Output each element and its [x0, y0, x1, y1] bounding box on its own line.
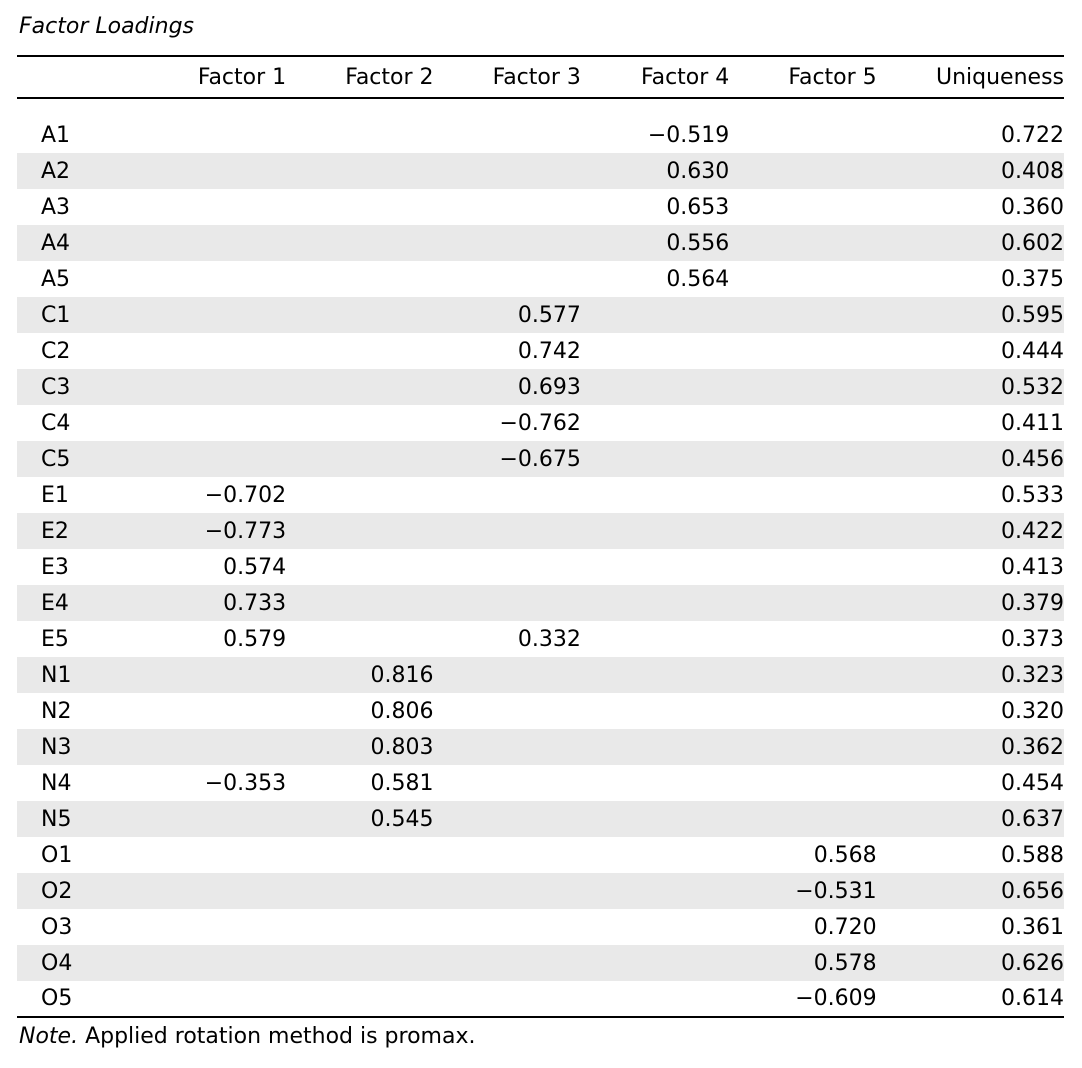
cell-factor-4 [581, 477, 729, 513]
cell-factor-5 [729, 477, 876, 513]
table-row [17, 693, 1064, 729]
cell-factor-5 [729, 441, 876, 477]
cell-uniqueness: 0.595 [877, 297, 1064, 333]
table-row [17, 657, 1064, 693]
cell-factor-5 [729, 801, 876, 837]
header-uniqueness: Uniqueness [877, 56, 1064, 98]
cell-factor-5 [729, 333, 876, 369]
cell-factor-2 [286, 297, 433, 333]
cell-uniqueness: 0.444 [1001, 338, 1064, 364]
cell-variable: O4 [17, 945, 159, 981]
cell-factor-2 [286, 837, 433, 873]
cell-factor-2: 0.803 [286, 729, 433, 765]
cell-variable: O2 [17, 873, 159, 909]
cell-factor-3 [434, 153, 581, 189]
table-body [17, 98, 1064, 1017]
cell-factor-4: 0.556 [581, 225, 729, 261]
cell-uniqueness: 0.360 [1001, 194, 1064, 220]
cell-factor-1: −0.773 [159, 513, 286, 549]
cell-variable: A1 [41, 122, 71, 148]
table-header [17, 56, 1064, 98]
cell-uniqueness: 0.323 [877, 657, 1064, 693]
cell-factor-1: 0.733 [159, 585, 286, 621]
table-row [17, 801, 1064, 837]
cell-factor-3 [434, 981, 581, 1017]
cell-uniqueness: 0.411 [1001, 410, 1064, 436]
cell-factor-4 [581, 873, 729, 909]
cell-factor-2 [286, 513, 433, 549]
cell-factor-2: 0.806 [370, 698, 434, 724]
cell-factor-4 [581, 621, 729, 657]
cell-factor-4: 0.564 [666, 266, 730, 292]
cell-uniqueness: 0.422 [877, 513, 1064, 549]
header-factor-2: Factor 2 [286, 56, 433, 98]
cell-factor-4: −0.519 [647, 122, 730, 148]
cell-factor-1 [159, 945, 286, 981]
cell-factor-3: −0.675 [434, 441, 581, 477]
cell-factor-1 [159, 729, 286, 765]
cell-uniqueness: 0.408 [877, 153, 1064, 189]
cell-factor-3 [434, 945, 581, 981]
cell-factor-5 [729, 729, 876, 765]
cell-factor-1 [159, 405, 286, 441]
cell-factor-5 [729, 369, 876, 405]
header-factor-1: Factor 1 [159, 56, 286, 98]
cell-factor-2 [286, 405, 433, 441]
cell-factor-1 [159, 117, 286, 153]
header-row [17, 56, 1064, 98]
cell-variable: C1 [17, 297, 159, 333]
cell-factor-4 [581, 585, 729, 621]
cell-factor-3: 0.693 [434, 369, 581, 405]
cell-factor-3: −0.762 [499, 410, 581, 436]
cell-factor-3 [434, 909, 581, 945]
cell-uniqueness: 0.656 [877, 873, 1064, 909]
cell-factor-2 [286, 981, 433, 1017]
cell-factor-1 [159, 981, 286, 1017]
cell-factor-4 [581, 297, 729, 333]
table-note [19, 1022, 475, 1052]
cell-factor-3 [434, 513, 581, 549]
cell-factor-1 [159, 909, 286, 945]
cell-factor-2 [286, 909, 433, 945]
factor-loadings-table-wrapper [17, 55, 1064, 1018]
cell-factor-3 [434, 261, 581, 297]
cell-factor-2 [286, 945, 433, 981]
table-row [17, 729, 1064, 765]
cell-factor-3: 0.577 [434, 297, 581, 333]
cell-variable: E2 [17, 513, 159, 549]
cell-factor-2 [286, 441, 433, 477]
table-row [17, 873, 1064, 909]
cell-factor-4 [581, 657, 729, 693]
cell-factor-4 [581, 693, 729, 729]
cell-factor-4 [581, 801, 729, 837]
cell-variable: C4 [41, 410, 71, 436]
cell-factor-1: 0.574 [223, 554, 287, 580]
cell-uniqueness: 0.637 [877, 801, 1064, 837]
table-row [17, 405, 1064, 441]
cell-factor-4 [581, 945, 729, 981]
cell-factor-2 [286, 549, 433, 585]
cell-factor-1 [159, 873, 286, 909]
cell-factor-2 [286, 873, 433, 909]
cell-factor-1 [159, 189, 286, 225]
cell-factor-3 [434, 477, 581, 513]
cell-factor-2 [286, 153, 433, 189]
cell-uniqueness: 0.588 [1001, 842, 1064, 868]
cell-variable: O3 [41, 914, 73, 940]
cell-factor-4 [581, 405, 729, 441]
cell-factor-1: −0.702 [204, 482, 287, 508]
cell-factor-1: −0.353 [204, 770, 287, 796]
cell-factor-4: 0.653 [666, 194, 730, 220]
cell-factor-2 [286, 225, 433, 261]
cell-variable: C3 [17, 369, 159, 405]
cell-factor-5 [729, 225, 876, 261]
cell-factor-3 [434, 657, 581, 693]
table-row [17, 981, 1064, 1017]
cell-factor-4 [581, 549, 729, 585]
cell-factor-2 [286, 477, 433, 513]
cell-variable: N1 [17, 657, 159, 693]
cell-factor-5 [729, 657, 876, 693]
table-row [17, 441, 1064, 477]
cell-factor-3 [434, 189, 581, 225]
cell-factor-1 [159, 837, 286, 873]
cell-uniqueness: 0.626 [877, 945, 1064, 981]
cell-factor-4 [581, 981, 729, 1017]
cell-factor-2: 0.816 [286, 657, 433, 693]
cell-uniqueness: 0.375 [1001, 266, 1064, 292]
table-row [17, 909, 1064, 945]
cell-variable: O5 [17, 981, 159, 1017]
cell-variable: N2 [41, 698, 72, 724]
cell-factor-5 [729, 153, 876, 189]
table-row [17, 477, 1064, 513]
header-factor-3: Factor 3 [434, 56, 581, 98]
cell-uniqueness: 0.320 [1001, 698, 1064, 724]
cell-factor-4 [581, 441, 729, 477]
cell-factor-1 [159, 333, 286, 369]
table-row [17, 837, 1064, 873]
cell-factor-1 [159, 261, 286, 297]
cell-variable: N4 [41, 770, 72, 796]
cell-factor-3 [434, 873, 581, 909]
cell-factor-5: 0.568 [813, 842, 877, 868]
cell-variable: A5 [41, 266, 71, 292]
table-row [17, 765, 1064, 801]
cell-factor-5 [729, 405, 876, 441]
cell-factor-5 [729, 621, 876, 657]
note-label: Note. [19, 1024, 79, 1049]
table-row [17, 225, 1064, 261]
cell-factor-3 [434, 837, 581, 873]
cell-factor-5 [729, 297, 876, 333]
cell-factor-4 [581, 765, 729, 801]
cell-factor-1 [159, 297, 286, 333]
table-row [17, 153, 1064, 189]
cell-factor-4: 0.630 [581, 153, 729, 189]
cell-factor-1 [159, 801, 286, 837]
cell-factor-2: 0.581 [370, 770, 434, 796]
table-row [17, 117, 1064, 153]
cell-factor-4 [581, 513, 729, 549]
table-row [17, 549, 1064, 585]
table-row [17, 333, 1064, 369]
cell-variable: E4 [17, 585, 159, 621]
cell-factor-5 [729, 513, 876, 549]
cell-factor-4 [581, 909, 729, 945]
cell-factor-1 [159, 693, 286, 729]
cell-uniqueness: 0.532 [877, 369, 1064, 405]
cell-uniqueness: 0.456 [877, 441, 1064, 477]
cell-factor-2 [286, 621, 433, 657]
cell-uniqueness: 0.614 [877, 981, 1064, 1017]
cell-variable: E5 [41, 626, 69, 652]
cell-uniqueness: 0.454 [1001, 770, 1064, 796]
cell-uniqueness: 0.379 [877, 585, 1064, 621]
cell-factor-3 [434, 117, 581, 153]
cell-variable: C2 [41, 338, 71, 364]
cell-variable: N3 [17, 729, 159, 765]
cell-factor-1 [159, 657, 286, 693]
cell-factor-3: 0.332 [517, 626, 581, 652]
cell-factor-5 [729, 261, 876, 297]
spacer-row [17, 98, 1064, 117]
cell-factor-3: 0.742 [517, 338, 581, 364]
cell-factor-5 [729, 585, 876, 621]
cell-factor-1 [159, 225, 286, 261]
table-row [17, 621, 1064, 657]
cell-uniqueness: 0.722 [1001, 122, 1064, 148]
cell-factor-5 [729, 189, 876, 225]
cell-factor-5: 0.578 [729, 945, 876, 981]
cell-variable: N5 [17, 801, 159, 837]
cell-uniqueness: 0.373 [1001, 626, 1064, 652]
note-text: Applied rotation method is promax. [78, 1024, 476, 1049]
cell-variable: E3 [41, 554, 69, 580]
cell-variable: O1 [41, 842, 73, 868]
table-caption: Factor Loadings [19, 14, 195, 39]
cell-uniqueness: 0.602 [877, 225, 1064, 261]
cell-factor-5: −0.609 [729, 981, 876, 1017]
cell-uniqueness: 0.413 [1001, 554, 1064, 580]
cell-factor-5 [729, 549, 876, 585]
table-row [17, 189, 1064, 225]
header-factor-4: Factor 4 [581, 56, 729, 98]
cell-factor-3 [434, 693, 581, 729]
cell-factor-4 [581, 837, 729, 873]
cell-factor-3 [434, 225, 581, 261]
cell-variable: C5 [17, 441, 159, 477]
cell-factor-2 [286, 189, 433, 225]
cell-factor-3 [434, 729, 581, 765]
table-row [17, 261, 1064, 297]
cell-factor-2 [286, 585, 433, 621]
table-row [17, 945, 1064, 981]
cell-variable: A3 [41, 194, 71, 220]
table-row [17, 369, 1064, 405]
cell-uniqueness: 0.533 [1001, 482, 1064, 508]
cell-factor-5 [729, 693, 876, 729]
cell-factor-4 [581, 333, 729, 369]
table-row [17, 585, 1064, 621]
cell-factor-3 [434, 585, 581, 621]
cell-uniqueness: 0.362 [877, 729, 1064, 765]
cell-factor-3 [434, 765, 581, 801]
cell-factor-1 [159, 369, 286, 405]
cell-variable: A2 [17, 153, 159, 189]
cell-factor-1 [159, 153, 286, 189]
cell-factor-4 [581, 729, 729, 765]
cell-factor-2: 0.545 [286, 801, 433, 837]
cell-factor-2 [286, 261, 433, 297]
cell-factor-3 [434, 801, 581, 837]
cell-factor-2 [286, 369, 433, 405]
cell-uniqueness: 0.361 [1001, 914, 1064, 940]
factor-loadings-table [17, 55, 1064, 1018]
cell-factor-1 [159, 441, 286, 477]
header-factor-5: Factor 5 [729, 56, 876, 98]
header-variable [17, 56, 159, 98]
cell-factor-2 [286, 333, 433, 369]
cell-factor-5: 0.720 [813, 914, 877, 940]
cell-factor-1: 0.579 [223, 626, 287, 652]
table-row [17, 513, 1064, 549]
cell-factor-5 [729, 765, 876, 801]
cell-factor-4 [581, 369, 729, 405]
cell-variable: E1 [41, 482, 69, 508]
cell-factor-5 [729, 117, 876, 153]
cell-factor-5: −0.531 [729, 873, 876, 909]
table-row [17, 297, 1064, 333]
cell-factor-3 [434, 549, 581, 585]
cell-variable: A4 [17, 225, 159, 261]
cell-factor-2 [286, 117, 433, 153]
